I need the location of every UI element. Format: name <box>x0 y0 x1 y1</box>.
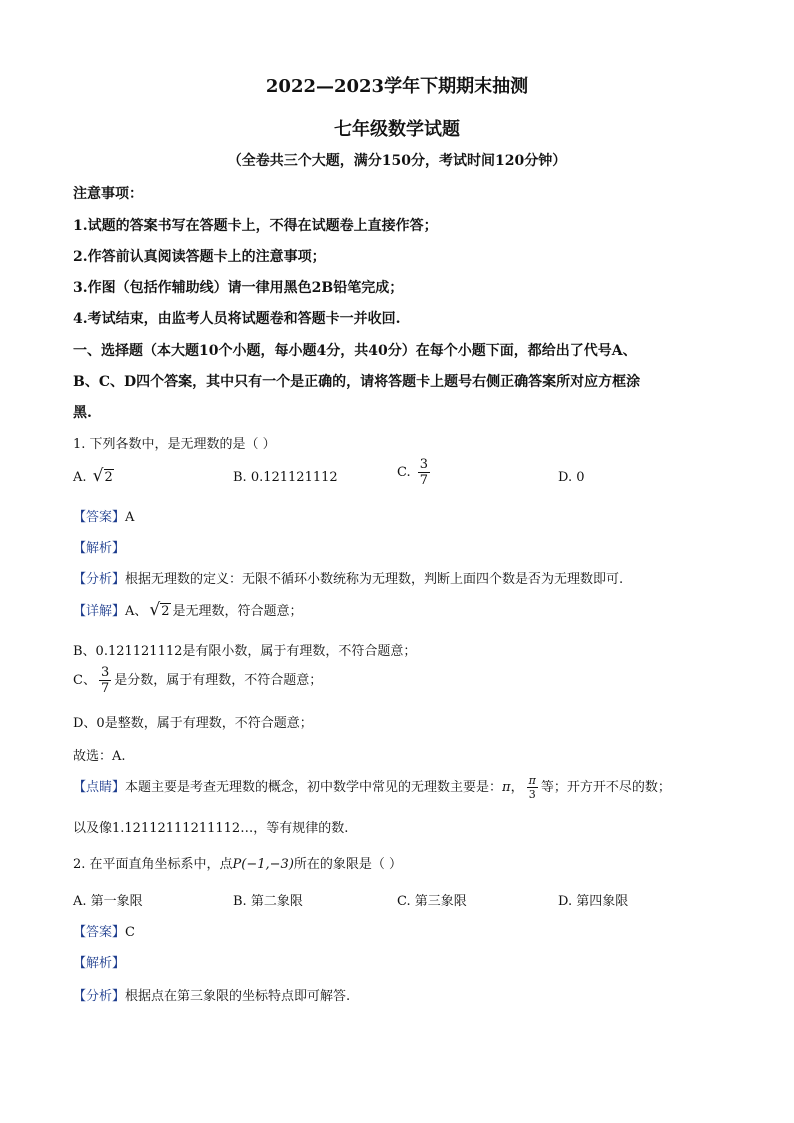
q2-option-d: D. 第四象限 <box>558 894 629 909</box>
fraction: $\frac{3}{7}$ <box>100 665 110 696</box>
q1-option-b: B. 0.121121112 <box>233 470 338 485</box>
sqrt-symbol: √2 <box>92 466 113 486</box>
answer-tag: 【答案】 <box>73 510 126 525</box>
q1-option-a <box>73 466 116 486</box>
fenxi-tag: 【分析】 <box>73 572 126 587</box>
fraction <box>418 458 430 487</box>
q2-stem: 2. 在平面直角坐标系中，点P(−1,−3)所在的象限是（ ） <box>73 857 403 872</box>
fenxi-tag: 【分析】 <box>73 989 126 1004</box>
grade-title: 七年级数学试题 <box>334 119 460 140</box>
detail-tag: 【详解】 <box>73 604 126 619</box>
note-item: 1.试题的答案书写在答题卡上，不得在试题卷上直接作答； <box>73 218 438 234</box>
q1-fenxi <box>73 568 623 587</box>
section-heading: 一、选择题（本大题10个小题，每小题4分，共40分）在每个小题下面，都给出了代号A、 <box>73 343 637 359</box>
fenxi-text: 根据无理数的定义：无限不循环小数统称为无理数，判断上面四个数是否为无理数即可. <box>125 572 624 587</box>
q1-dianjing: 【点睛】本题主要是考查无理数的概念，初中数学中常见的无理数主要是：π， $\frac{\pi}{3}$ 等；开方开不尽的数； <box>73 774 671 801</box>
q1-option-a-label: A. <box>73 470 87 485</box>
point-label: P(−1,−3) <box>232 857 294 872</box>
q1-stem: 1. 下列各数中，是无理数的是（ ） <box>73 437 276 452</box>
q1-detail-d: D、0是整数，属于有理数，不符合题意； <box>73 716 313 731</box>
q2-option-b: B. 第二象限 <box>233 894 303 909</box>
dianjing-tag: 【点睛】 <box>73 780 126 795</box>
q2-answer <box>73 921 135 940</box>
q1-detail-c: C、 $\frac{3}{7}$ 是分数，属于有理数，不符合题意； <box>73 665 323 696</box>
section-heading-line3: 黑. <box>73 405 92 421</box>
numerator: 3 <box>419 457 429 472</box>
q1-option-c-label: C. <box>397 465 411 480</box>
q1-analysis-tag: 【解析】 <box>73 541 126 556</box>
section-heading-line2: B、C、D四个答案，其中只有一个是正确的，请将答题卡上题号右侧正确答案所对应方框涂 <box>73 374 641 390</box>
q2-analysis-tag: 【解析】 <box>73 956 126 971</box>
answer-tag: 【答案】 <box>73 925 126 940</box>
q1-answer <box>73 506 134 525</box>
q1-option-d: D. 0 <box>558 470 585 485</box>
denominator: 7 <box>419 473 429 488</box>
answer-value: C <box>125 925 135 940</box>
q1-detail-a: 【详解】A、 √2 是无理数，符合题意； <box>73 600 303 620</box>
q1-detail-b: B、0.121121112是有限小数，属于有理数，不符合题意； <box>73 644 417 659</box>
note-item: 2.作答前认真阅读答题卡上的注意事项； <box>73 249 326 265</box>
q1-dianjing-line2: 以及像1.12112111211112…，等有规律的数. <box>73 821 349 836</box>
sqrt-symbol: √2 <box>149 600 170 620</box>
note-item: 4.考试结束，由监考人员将试题卷和答题卡一并收回. <box>73 311 401 327</box>
q1-option-c <box>397 458 433 487</box>
fraction: $\frac{\pi}{3}$ <box>528 774 536 801</box>
q1-choose: 故选：A. <box>73 749 126 764</box>
answer-value: A <box>125 510 135 525</box>
notes-heading: 注意事项： <box>73 186 143 202</box>
radicand: 2 <box>104 470 113 485</box>
note-item: 3.作图（包括作辅助线）请一律用黑色2B铅笔完成； <box>73 280 404 296</box>
q2-fenxi <box>73 985 350 1004</box>
q2-option-a: A. 第一象限 <box>73 894 143 909</box>
q2-option-c: C. 第三象限 <box>397 894 467 909</box>
exam-subtitle: （全卷共三个大题，满分150分，考试时间120分钟） <box>227 153 567 169</box>
exam-title: 2022—2023学年下期期末抽测 <box>265 76 529 97</box>
fenxi-text: 根据点在第三象限的坐标特点即可解答. <box>125 989 351 1004</box>
